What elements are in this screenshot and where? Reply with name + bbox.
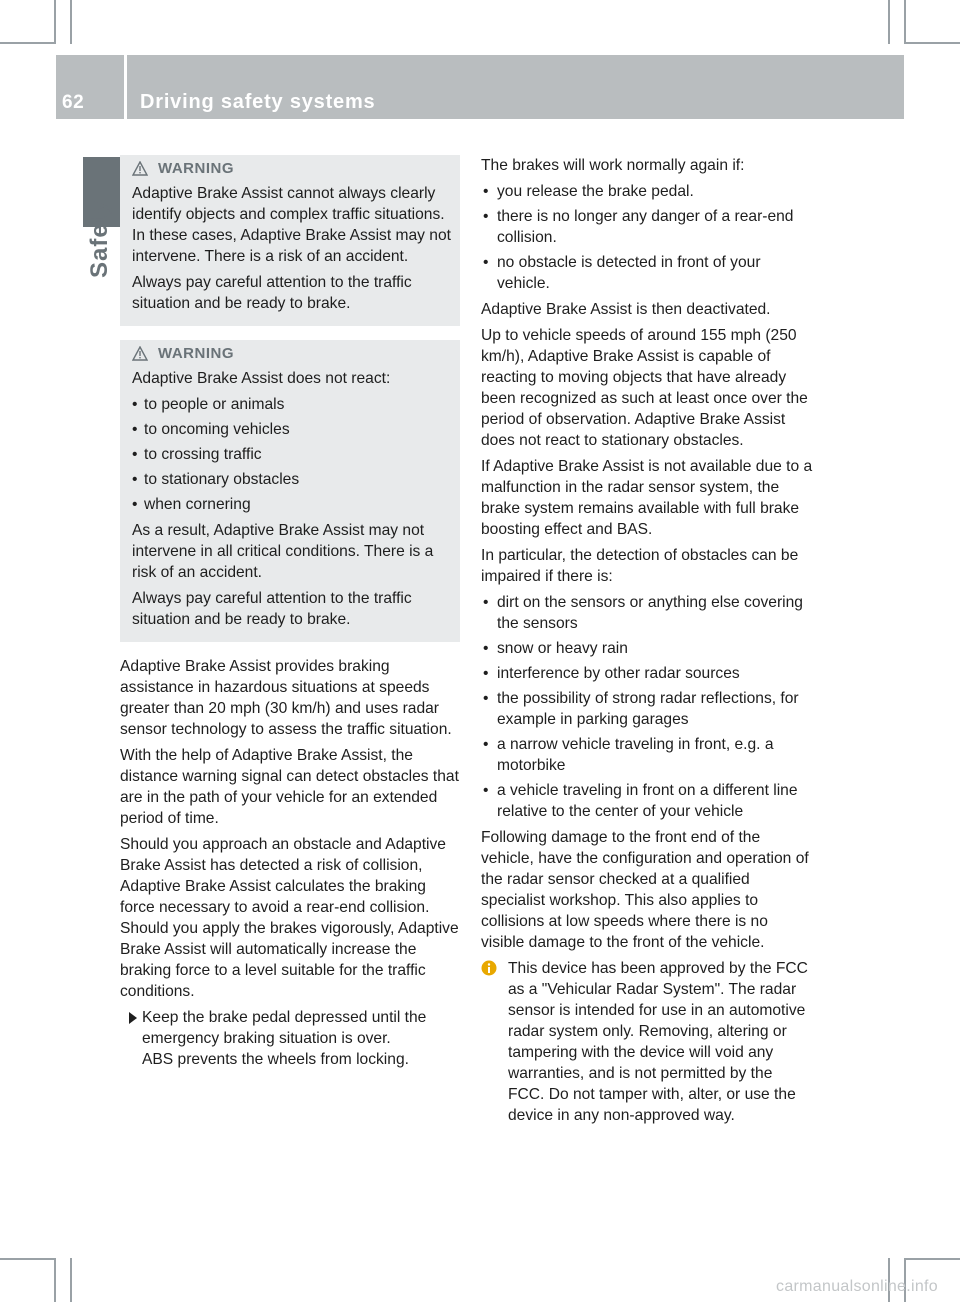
body-paragraph: In particular, the detection of obstacles can be impaired if there is: <box>481 547 799 585</box>
header-divider <box>124 55 127 119</box>
list-item: • interference by other radar sources <box>481 663 813 684</box>
list-item: • you release the brake pedal. <box>481 181 813 202</box>
step-arrow-icon <box>129 1012 137 1024</box>
info-icon <box>481 960 497 976</box>
watermark: carmanualsonline.info <box>776 1278 938 1295</box>
crop-mark <box>54 1258 56 1302</box>
warning-triangle-icon <box>132 161 148 176</box>
warning-list <box>132 394 452 515</box>
list-item: • when cornering <box>132 494 452 515</box>
warning-heading <box>132 343 452 364</box>
warning-triangle-icon <box>132 346 148 361</box>
list-item: • to people or animals <box>132 394 452 415</box>
crop-mark <box>906 1258 960 1260</box>
warning-text: Always pay careful attention to the traffic situation and be ready to brake. <box>132 274 412 312</box>
list-item: • to stationary obstacles <box>132 469 452 490</box>
info-text: This device has been approved by the FCC as a "Vehicular Radar System". The radar sensor is intended for use in an automotive radar system only. Removing, altering or tampering with the device will void any warranties, and is not permitted by the FCC. Do not tamper with, alter, or use the device in any non-approved way. <box>508 960 808 1124</box>
crop-mark <box>70 1258 72 1302</box>
body-paragraph: Adaptive Brake Assist is then deactivated. <box>481 301 771 318</box>
list-item: • no obstacle is detected in front of your vehicle. <box>481 252 813 294</box>
list-item: • to oncoming vehicles <box>132 419 452 440</box>
crop-mark <box>888 0 890 44</box>
step-text: Keep the brake pedal depressed until the emergency braking situation is over. <box>142 1009 427 1047</box>
body-paragraph: Should you approach an obstacle and Adaptive Brake Assist has detected a risk of collision, Adaptive Brake Assist calculates the braking force necessary to avoid a rear-end collision. Should you apply the brakes vigorously, Adaptive Brake Assist will automatically increase the braking force to a level suitable for the traffic conditions. <box>120 836 459 1000</box>
warning-box-2 <box>120 340 460 642</box>
left-column <box>120 155 460 1070</box>
warning-text: As a result, Adaptive Brake Assist may not intervene in all critical conditions. There is a risk of an accident. <box>132 522 434 581</box>
warning-box-1 <box>120 155 460 326</box>
body-paragraph: The brakes will work normally again if: <box>481 157 745 174</box>
list-item: • a vehicle traveling in front on a different line relative to the center of your vehicle <box>481 780 813 822</box>
section-title: Driving safety systems <box>140 91 376 113</box>
list-item: • snow or heavy rain <box>481 638 813 659</box>
crop-mark <box>70 0 72 44</box>
step-result: ABS prevents the wheels from locking. <box>142 1051 409 1068</box>
list-item: • dirt on the sensors or anything else covering the sensors <box>481 592 813 634</box>
list-item: • there is no longer any danger of a rear-end collision. <box>481 206 813 248</box>
crop-mark <box>904 0 906 44</box>
chapter-tab-label: Safety <box>86 199 113 278</box>
bullet-list <box>481 592 813 822</box>
crop-mark <box>0 42 54 44</box>
body-paragraph: Adaptive Brake Assist provides braking assistance in hazardous situations at speeds greater than 20 mph (30 km/h) and uses radar sensor technology to assess the traffic situation. <box>120 658 452 738</box>
body-paragraph: Following damage to the front end of the vehicle, have the configuration and operation of the radar sensor checked at a qualified specialist workshop. This also applies to collisions at low speeds where there is no visible damage to the front of the vehicle. <box>481 829 809 951</box>
body-paragraph: If Adaptive Brake Assist is not available due to a malfunction in the radar sensor system, the brake system remains available with full brake boosting effect and BAS. <box>481 458 813 538</box>
warning-label: WARNING <box>158 345 234 362</box>
instruction-step <box>120 1007 460 1070</box>
right-column <box>481 155 813 1126</box>
body-paragraph: Up to vehicle speeds of around 155 mph (250 km/h), Adaptive Brake Assist is capable of reacting to moving objects that have already been recognized as such at least once over the period of observation. Adaptive Brake Assist does not react to stationary obstacles. <box>481 327 808 449</box>
warning-text: Always pay careful attention to the traffic situation and be ready to brake. <box>132 590 412 628</box>
bullet-list <box>481 181 813 294</box>
crop-mark <box>906 42 960 44</box>
page-number: 62 <box>62 92 85 113</box>
body-paragraph: With the help of Adaptive Brake Assist, the distance warning signal can detect obstacles that are in the path of your vehicle for an extended period of time. <box>120 747 459 827</box>
list-item: • to crossing traffic <box>132 444 452 465</box>
crop-mark <box>54 0 56 44</box>
crop-mark <box>0 1258 54 1260</box>
list-item: • the possibility of strong radar reflections, for example in parking garages <box>481 688 813 730</box>
warning-text: Adaptive Brake Assist cannot always clearly identify objects and complex traffic situations. In these cases, Adaptive Brake Assist may not intervene. There is a risk of an accident. <box>132 185 451 265</box>
warning-heading <box>132 158 452 179</box>
info-note <box>481 958 813 1126</box>
list-item: • a narrow vehicle traveling in front, e.g. a motorbike <box>481 734 813 776</box>
warning-intro: Adaptive Brake Assist does not react: <box>132 370 391 387</box>
warning-label: WARNING <box>158 160 234 177</box>
